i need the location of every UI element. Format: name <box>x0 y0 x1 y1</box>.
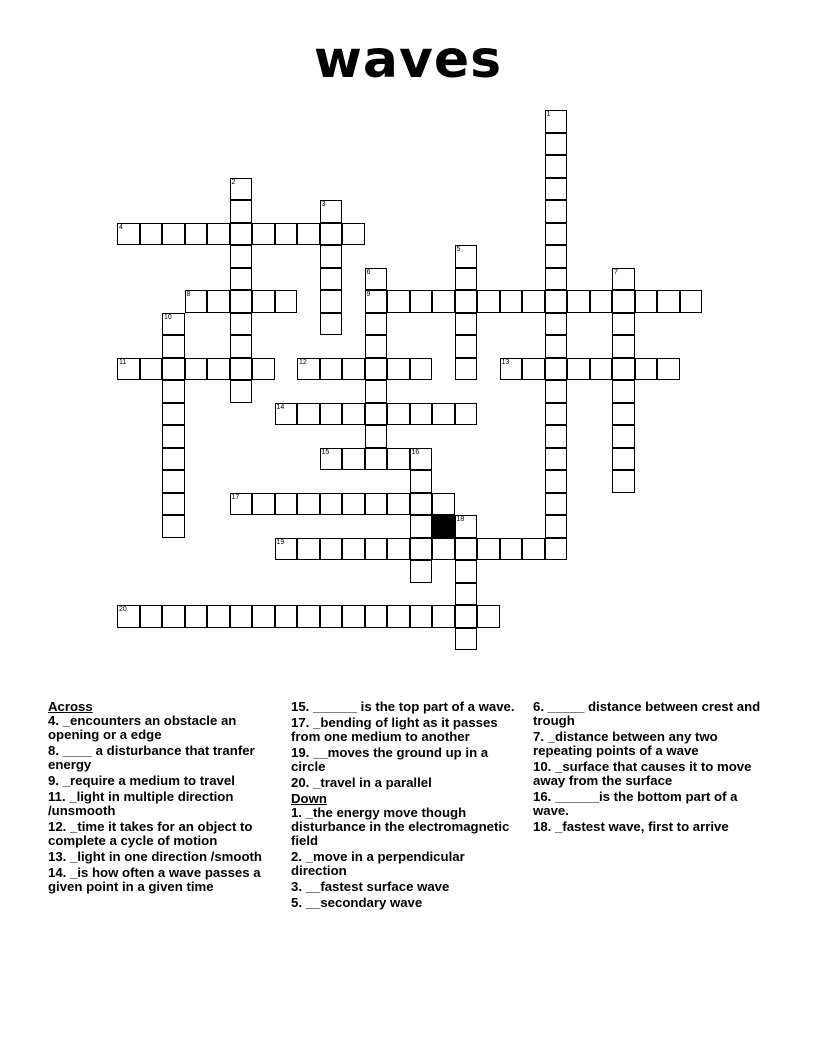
grid-cell[interactable] <box>432 403 455 426</box>
grid-cell[interactable] <box>230 605 253 628</box>
grid-cell[interactable] <box>162 335 185 358</box>
grid-cell[interactable] <box>230 493 253 516</box>
grid-cell[interactable] <box>117 358 140 381</box>
grid-cell[interactable] <box>252 358 275 381</box>
grid-cell[interactable] <box>612 380 635 403</box>
grid-cell[interactable] <box>522 358 545 381</box>
grid-block <box>432 515 455 538</box>
clue-across-19: 19. __moves the ground up in a circle <box>291 745 489 774</box>
grid-cell[interactable] <box>365 425 388 448</box>
grid-cell[interactable] <box>230 358 253 381</box>
grid-cell[interactable] <box>230 178 253 201</box>
clue-column-2 <box>291 700 521 912</box>
grid-cell[interactable] <box>230 290 253 313</box>
clue-across-20: 20. _travel in a parallel <box>291 775 432 790</box>
grid-cell[interactable] <box>545 268 568 291</box>
grid-cell[interactable] <box>635 358 658 381</box>
grid-cell[interactable] <box>162 493 185 516</box>
clue-down-16: 16. ______is the bottom part of a wave. <box>533 789 738 818</box>
grid-cell[interactable] <box>320 290 343 313</box>
down-heading: Down <box>291 791 327 806</box>
clue-down-18: 18. _fastest wave, first to arrive <box>533 819 729 834</box>
cell-number: 7 <box>614 268 618 276</box>
cell-number: 4 <box>119 223 123 231</box>
grid-cell[interactable] <box>387 290 410 313</box>
grid-cell[interactable] <box>230 313 253 336</box>
grid-cell[interactable] <box>432 538 455 561</box>
grid-cell[interactable] <box>545 515 568 538</box>
grid-cell[interactable] <box>252 493 275 516</box>
puzzle-title: waves <box>313 30 503 90</box>
grid-cell[interactable] <box>162 223 185 246</box>
grid-cell[interactable] <box>545 358 568 381</box>
clue-across-11: 11. _light in multiple direction /unsmooth <box>48 789 234 818</box>
grid-cell[interactable] <box>365 493 388 516</box>
cell-number: 18 <box>456 516 465 523</box>
grid-cell[interactable] <box>590 290 613 313</box>
grid-cell[interactable] <box>410 448 433 471</box>
grid-cell[interactable] <box>455 403 478 426</box>
grid-cell[interactable] <box>185 290 208 313</box>
grid-cell[interactable] <box>185 223 208 246</box>
grid-cell[interactable] <box>545 380 568 403</box>
cell-number: 12 <box>299 358 307 366</box>
clue-column-3 <box>533 700 773 836</box>
grid-cell[interactable] <box>410 358 433 381</box>
grid-cell[interactable] <box>432 290 455 313</box>
cell-number: 15 <box>321 448 330 456</box>
grid-cell[interactable] <box>455 538 478 561</box>
grid-cell[interactable] <box>410 403 433 426</box>
grid-cell[interactable] <box>320 245 343 268</box>
grid-cell[interactable] <box>567 358 590 381</box>
grid-cell[interactable] <box>455 628 478 651</box>
grid-cell[interactable] <box>545 313 568 336</box>
cell-number: 5 <box>456 246 461 253</box>
cell-number: 6 <box>366 268 371 276</box>
grid-cell[interactable] <box>185 605 208 628</box>
grid-cell[interactable] <box>410 290 433 313</box>
grid-cell[interactable] <box>545 448 568 471</box>
grid-cell[interactable] <box>365 358 388 381</box>
grid-cell[interactable] <box>162 425 185 448</box>
grid-cell[interactable] <box>162 605 185 628</box>
grid-cell[interactable] <box>230 245 253 268</box>
grid-cell[interactable] <box>680 290 703 313</box>
grid-cell[interactable] <box>410 605 433 628</box>
grid-cell[interactable] <box>162 515 185 538</box>
grid-cell[interactable] <box>455 335 478 358</box>
grid-cell[interactable] <box>455 358 478 381</box>
grid-cell[interactable] <box>297 358 320 381</box>
grid-cell[interactable] <box>545 538 568 561</box>
grid-cell[interactable] <box>365 380 388 403</box>
grid-cell[interactable] <box>567 290 590 313</box>
grid-cell[interactable] <box>410 470 433 493</box>
grid-cell[interactable] <box>545 425 568 448</box>
grid-cell[interactable] <box>612 470 635 493</box>
grid-cell[interactable] <box>612 403 635 426</box>
grid-cell[interactable] <box>320 268 343 291</box>
cell-number: 13 <box>501 358 510 366</box>
grid-cell[interactable] <box>207 223 230 246</box>
clue-down-5: 5. __secondary wave <box>291 895 423 910</box>
grid-cell[interactable] <box>342 358 365 381</box>
grid-cell[interactable] <box>545 493 568 516</box>
grid-cell[interactable] <box>432 493 455 516</box>
grid-cell[interactable] <box>365 313 388 336</box>
cell-number: 16 <box>411 448 420 456</box>
grid-cell[interactable] <box>162 380 185 403</box>
clue-across-9: 9. _require a medium to travel <box>48 773 235 788</box>
grid-cell[interactable] <box>320 448 343 471</box>
grid-cell[interactable] <box>342 223 365 246</box>
grid-cell[interactable] <box>545 223 568 246</box>
grid-cell[interactable] <box>342 605 365 628</box>
grid-cell[interactable] <box>365 448 388 471</box>
clue-across-4: 4. _encounters an obstacle an opening or a edge <box>48 713 237 742</box>
cell-number: 11 <box>119 358 127 366</box>
grid-cell[interactable] <box>207 358 230 381</box>
cell-number: 20 <box>119 606 127 613</box>
grid-cell[interactable] <box>410 515 433 538</box>
grid-cell[interactable] <box>275 493 298 516</box>
grid-cell[interactable] <box>545 133 568 156</box>
clue-down-7: 7. _distance between any two repeating points of a wave <box>533 729 718 758</box>
grid-cell[interactable] <box>590 358 613 381</box>
grid-cell[interactable] <box>522 538 545 561</box>
grid-cell[interactable] <box>365 268 388 291</box>
clue-across-17: 17. _bending of light as it passes from one medium to another <box>291 715 498 744</box>
grid-cell[interactable] <box>387 538 410 561</box>
grid-cell[interactable] <box>297 223 320 246</box>
grid-cell[interactable] <box>342 538 365 561</box>
cell-number: 1 <box>546 111 551 118</box>
cell-number: 19 <box>276 538 285 546</box>
clue-column-1 <box>48 700 284 896</box>
grid-cell[interactable] <box>342 448 365 471</box>
grid-cell[interactable] <box>275 605 298 628</box>
grid-cell[interactable] <box>117 605 140 628</box>
grid-cell[interactable] <box>230 223 253 246</box>
grid-cell[interactable] <box>432 605 455 628</box>
grid-cell[interactable] <box>275 403 298 426</box>
grid-cell[interactable] <box>410 493 433 516</box>
grid-cell[interactable] <box>320 223 343 246</box>
grid-cell[interactable] <box>275 223 298 246</box>
grid-cell[interactable] <box>365 538 388 561</box>
grid-cell[interactable] <box>455 560 478 583</box>
grid-cell[interactable] <box>387 605 410 628</box>
cell-number: 17 <box>231 493 240 501</box>
grid-cell[interactable] <box>342 403 365 426</box>
grid-cell[interactable] <box>477 538 500 561</box>
grid-cell[interactable] <box>185 358 208 381</box>
grid-cell[interactable] <box>657 358 680 381</box>
grid-cell[interactable] <box>545 200 568 223</box>
grid-cell[interactable] <box>162 313 185 336</box>
grid-cell[interactable] <box>297 605 320 628</box>
grid-cell[interactable] <box>455 268 478 291</box>
grid-cell[interactable] <box>455 583 478 606</box>
cell-number: 8 <box>186 291 191 298</box>
grid-cell[interactable] <box>297 403 320 426</box>
grid-cell[interactable] <box>500 358 523 381</box>
grid-cell[interactable] <box>207 290 230 313</box>
grid-cell[interactable] <box>522 290 545 313</box>
grid-cell[interactable] <box>387 358 410 381</box>
clue-across-15: 15. ______ is the top part of a wave. <box>291 699 515 714</box>
grid-cell[interactable] <box>387 403 410 426</box>
grid-cell[interactable] <box>545 470 568 493</box>
cell-number: 2 <box>231 178 236 186</box>
grid-cell[interactable] <box>230 380 253 403</box>
grid-cell[interactable] <box>612 425 635 448</box>
grid-cell[interactable] <box>455 313 478 336</box>
clue-down-10: 10. _surface that causes it to move away from the surface <box>533 759 752 788</box>
grid-cell[interactable] <box>365 403 388 426</box>
grid-cell[interactable] <box>410 560 433 583</box>
grid-cell[interactable] <box>320 313 343 336</box>
clue-down-6: 6. _____ distance between crest and trough <box>533 699 761 728</box>
grid-cell[interactable] <box>162 358 185 381</box>
grid-cell[interactable] <box>252 605 275 628</box>
grid-cell[interactable] <box>612 448 635 471</box>
clue-across-12: 12. _time it takes for an object to complete a cycle of motion <box>48 819 253 848</box>
grid-cell[interactable] <box>455 245 478 268</box>
grid-cell[interactable] <box>365 605 388 628</box>
grid-cell[interactable] <box>162 403 185 426</box>
grid-cell[interactable] <box>140 605 163 628</box>
grid-cell[interactable] <box>500 538 523 561</box>
grid-cell[interactable] <box>140 223 163 246</box>
grid-cell[interactable] <box>162 470 185 493</box>
grid-cell[interactable] <box>455 605 478 628</box>
grid-cell[interactable] <box>365 290 388 313</box>
grid-cell[interactable] <box>275 290 298 313</box>
cell-number: 9 <box>366 291 371 298</box>
clue-across-8: 8. ____ a disturbance that tranfer energy <box>48 743 255 772</box>
grid-cell[interactable] <box>230 268 253 291</box>
grid-cell[interactable] <box>545 110 568 133</box>
grid-cell[interactable] <box>297 538 320 561</box>
grid-cell[interactable] <box>612 358 635 381</box>
grid-cell[interactable] <box>545 155 568 178</box>
clue-across-13: 13. _light in one direction /smooth <box>48 849 262 864</box>
grid-cell[interactable] <box>455 290 478 313</box>
cell-number: 10 <box>164 313 172 321</box>
grid-cell[interactable] <box>320 358 343 381</box>
grid-cell[interactable] <box>320 605 343 628</box>
grid-cell[interactable] <box>500 290 523 313</box>
cell-number: 3 <box>321 201 326 208</box>
grid-cell[interactable] <box>545 403 568 426</box>
clue-across-14: 14. _is how often a wave passes a given point in a given time <box>48 865 261 894</box>
grid-cell[interactable] <box>545 245 568 268</box>
grid-cell[interactable] <box>320 538 343 561</box>
grid-cell[interactable] <box>612 268 635 291</box>
grid-cell[interactable] <box>230 335 253 358</box>
clue-down-3: 3. __fastest surface wave <box>291 879 450 894</box>
grid-cell[interactable] <box>612 290 635 313</box>
grid-cell[interactable] <box>387 448 410 471</box>
grid-cell[interactable] <box>545 178 568 201</box>
grid-cell[interactable] <box>612 335 635 358</box>
clue-down-2: 2. _move in a perpendicular direction <box>291 849 465 878</box>
grid-cell[interactable] <box>297 493 320 516</box>
grid-cell[interactable] <box>117 223 140 246</box>
grid-cell[interactable] <box>252 223 275 246</box>
grid-cell[interactable] <box>635 290 658 313</box>
across-heading: Across <box>48 699 93 714</box>
grid-cell[interactable] <box>342 493 365 516</box>
grid-cell[interactable] <box>320 200 343 223</box>
grid-cell[interactable] <box>455 515 478 538</box>
clue-down-1: 1. _the energy move though disturbance in the electromagnetic field <box>291 805 510 848</box>
grid-cell[interactable] <box>612 313 635 336</box>
grid-cell[interactable] <box>387 493 410 516</box>
grid-cell[interactable] <box>545 290 568 313</box>
grid-cell[interactable] <box>320 493 343 516</box>
grid-cell[interactable] <box>320 403 343 426</box>
grid-cell[interactable] <box>477 290 500 313</box>
grid-cell[interactable] <box>230 200 253 223</box>
cell-number: 14 <box>276 403 285 411</box>
grid-cell[interactable] <box>252 290 275 313</box>
grid-cell[interactable] <box>207 605 230 628</box>
grid-cell[interactable] <box>162 448 185 471</box>
grid-cell[interactable] <box>365 335 388 358</box>
grid-cell[interactable] <box>275 538 298 561</box>
grid-cell[interactable] <box>140 358 163 381</box>
grid-cell[interactable] <box>410 538 433 561</box>
grid-cell[interactable] <box>657 290 680 313</box>
grid-cell[interactable] <box>477 605 500 628</box>
grid-cell[interactable] <box>545 335 568 358</box>
